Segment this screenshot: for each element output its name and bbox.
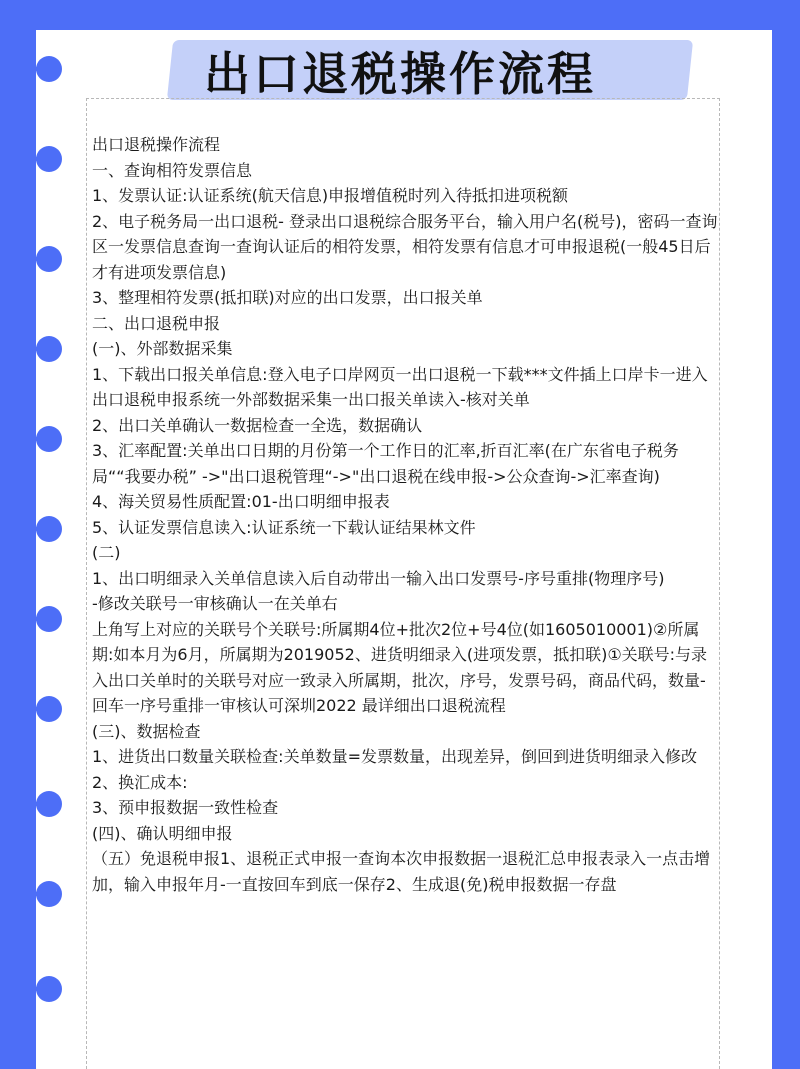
- subsection-heading: (三)、数据检查: [92, 721, 201, 741]
- binder-ring-icon: [8, 150, 56, 168]
- binder-ring-icon: [8, 980, 56, 998]
- paragraph: 2、换汇成本:: [92, 772, 188, 792]
- paragraph: 3、汇率配置:关单出口日期的月份第一个工作日的汇率,折百汇率(在广东省电子税务局““我要办税” ->"出口退税管理“->"出口退税在线申报->公众查询->汇率查询): [92, 441, 679, 486]
- paragraph: 2、电子税务局一出口退税- 登录出口退税综合服务平台，输入用户名(税号)，密码一查询区一发票信息查询一查询认证后的相符发票，相符发票有信息才可申报退税(一般45日后才有进项发票信息): [92, 211, 718, 282]
- paragraph: 1、发票认证:认证系统(航天信息)申报增值税时列入待抵扣进项税额: [92, 186, 569, 205]
- subsection-heading: (四)、确认明细申报: [92, 823, 233, 843]
- paragraph: -修改关联号一审核确认一在关单右: [92, 594, 338, 613]
- binder-ring-icon: [8, 250, 56, 268]
- paragraph: （五）免退税申报1、退税正式申报一查询本次申报数据一退税汇总申报表录入一点击增加，输入申报年月-一直按回车到底一保存2、生成退(免)税申报数据一存盘: [92, 849, 711, 894]
- paragraph: 3、整理相符发票(抵扣联)对应的出口发票，出口报关单: [92, 288, 483, 307]
- paragraph: 1、下载出口报关单信息:登入电子口岸网页一出口退税一下载***文件插上口岸卡一进入出口退税申报系统一外部数据采集一出口报关单读入-核对关单: [92, 364, 708, 409]
- paragraph: 1、进货出口数量关联检查:关单数量=发票数量，出现差异，倒回到进货明细录入修改: [92, 747, 697, 766]
- binder-ring-icon: [8, 885, 56, 903]
- paragraph: 3、预申报数据一致性检查: [92, 798, 279, 817]
- paragraph: 2、出口关单确认一数据检查一全选，数据确认: [92, 415, 423, 435]
- page-title: 出口退税操作流程: [204, 47, 596, 101]
- document-body: [92, 132, 718, 897]
- paragraph: 4、海关贸易性质配置:01-出口明细申报表: [92, 492, 390, 511]
- binder-ring-icon: [8, 610, 56, 628]
- subsection-heading: (一)、外部数据采集: [92, 339, 233, 358]
- binder-ring-icon: [8, 700, 56, 718]
- section-heading: 一、查询相符发票信息: [92, 160, 253, 180]
- paragraph: 1、出口明细录入关单信息读入后自动带出一输入出口发票号-序号重排(物理序号): [92, 568, 665, 588]
- paragraph: 上角写上对应的关联号个关联号:所属期4位+批次2位+号4位(如1605010001)②所属期:如本月为6月，所属期为2019052、进货明细录入(进项发票，抵扣联)①关联号:与录入出口关单时的关联号对应一致录入所属期，批次，序号，发票号码，商品代码，数量-回车一序号重排一审核认可深圳2022 最详细出口退税流程: [92, 619, 708, 715]
- doc-heading: 出口退税操作流程: [92, 135, 221, 154]
- subsection-heading: (二): [92, 543, 121, 562]
- binder-ring-icon: [8, 340, 56, 358]
- binder-ring-icon: [8, 520, 56, 538]
- section-heading: 二、出口退税申报: [92, 313, 221, 333]
- paragraph: 5、认证发票信息读入:认证系统一下载认证结果林文件: [92, 517, 476, 537]
- binder-ring-icon: [8, 795, 56, 813]
- binder-ring-icon: [8, 430, 56, 448]
